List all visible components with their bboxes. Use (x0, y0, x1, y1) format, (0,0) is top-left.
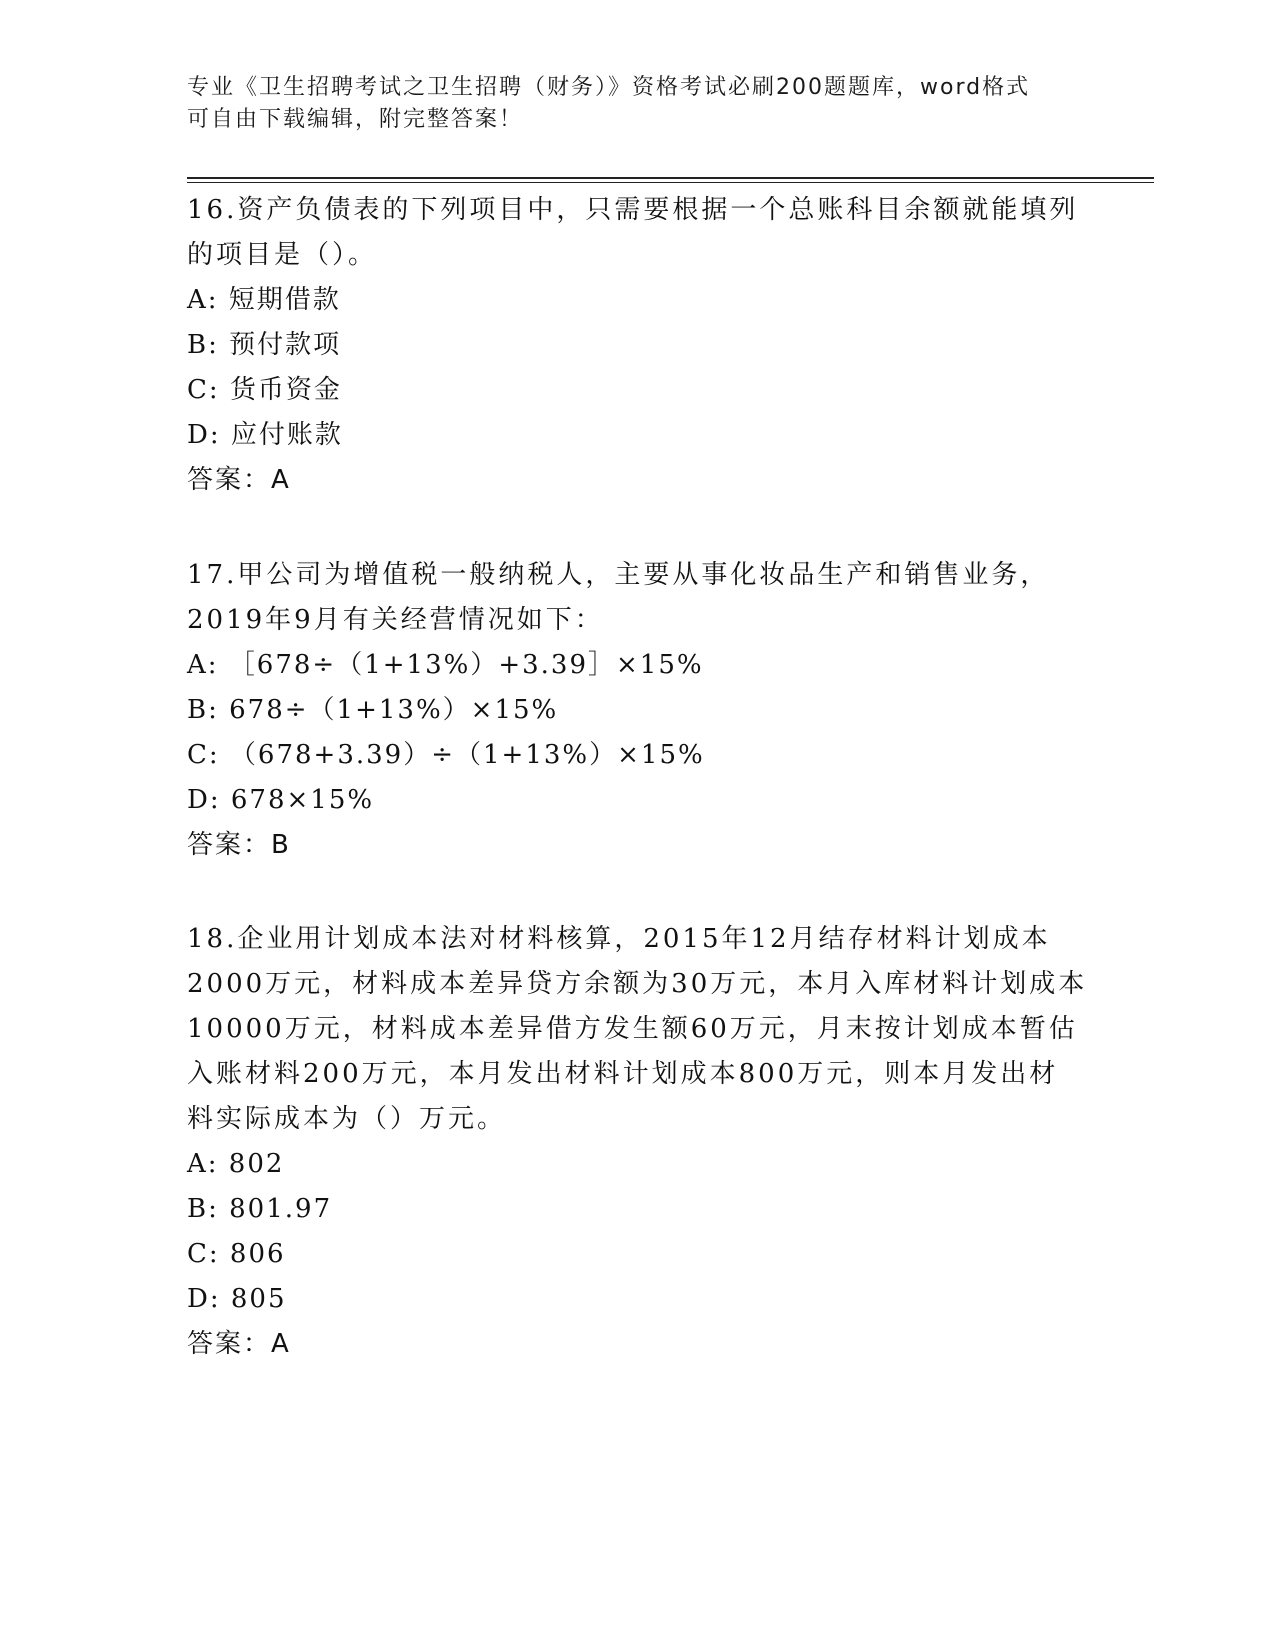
header-line-2: 可自由下载编辑，附完整答案！ (187, 107, 524, 132)
question-text-line: 16.资产负债表的下列项目中，只需要根据一个总账科目余额就能填列 (187, 195, 1079, 225)
question-17 (187, 553, 1087, 868)
question-text-line: 2000万元，材料成本差异贷方余额为30万元，本月入库材料计划成本 (187, 969, 1088, 999)
option-d: D: 805 (187, 1284, 287, 1314)
answer-line: 答案：A (187, 1329, 291, 1359)
option-b: B: 678÷（1+13%）×15% (187, 695, 559, 725)
document-header (187, 72, 1067, 136)
option-c: C: （678+3.39）÷（1+13%）×15% (187, 740, 705, 770)
answer-line: 答案：A (187, 465, 291, 495)
question-text-line: 料实际成本为（）万元。 (187, 1104, 507, 1134)
option-d: D: 应付账款 (187, 420, 343, 450)
header-divider-thick (187, 177, 1154, 179)
question-text-line: 10000万元，材料成本差异借方发生额60万元，月末按计划成本暂估 (187, 1014, 1078, 1044)
question-text-line: 2019年9月有关经营情况如下： (187, 605, 604, 635)
option-b: B: 801.97 (187, 1194, 333, 1224)
option-a: A: ［678÷（1+13%）+3.39］×15% (187, 650, 704, 680)
header-line-1: 专业《卫生招聘考试之卫生招聘（财务）》资格考试必刷200题题库，word格式 (187, 75, 1031, 100)
option-a: A: 短期借款 (187, 285, 341, 315)
question-text-line: 18.企业用计划成本法对材料核算，2015年12月结存材料计划成本 (187, 924, 1051, 954)
option-d: D: 678×15% (187, 785, 375, 815)
question-16 (187, 188, 1087, 503)
option-a: A: 802 (187, 1149, 285, 1179)
question-text-line: 17.甲公司为增值税一般纳税人，主要从事化妆品生产和销售业务， (187, 560, 1050, 590)
question-text-line: 的项目是（）。 (187, 240, 378, 270)
question-text-line: 入账材料200万元，本月发出材料计划成本800万元，则本月发出材 (187, 1059, 1059, 1089)
option-c: C: 806 (187, 1239, 286, 1269)
option-b: B: 预付款项 (187, 330, 342, 360)
answer-line: 答案：B (187, 830, 291, 860)
option-c: C: 货币资金 (187, 375, 342, 405)
header-divider-thin (187, 182, 1154, 183)
question-18 (187, 917, 1087, 1367)
